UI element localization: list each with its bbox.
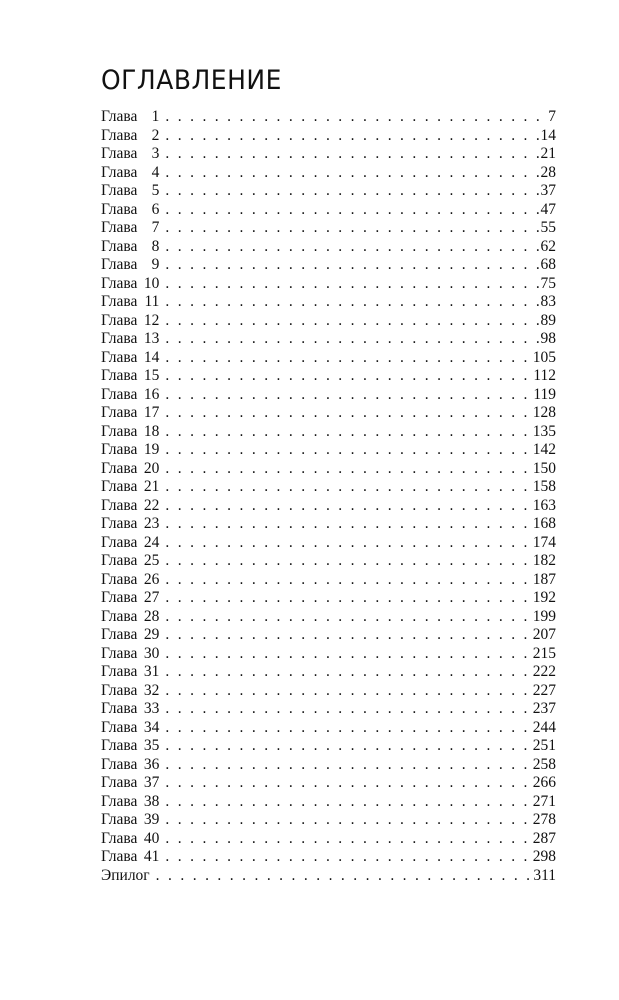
dot-leader — [165, 145, 538, 164]
toc-entry-page-number: 7 — [548, 108, 556, 125]
dot-leader — [165, 127, 538, 146]
toc-entry-number: 22 — [143, 496, 160, 514]
toc-entry-page-number: 105 — [532, 348, 556, 366]
toc-entry-label — [101, 441, 159, 460]
dot-leader — [165, 534, 530, 553]
toc-entry[interactable] — [101, 756, 556, 775]
toc-entry-number: 32 — [143, 681, 160, 699]
dot-leader — [165, 608, 530, 627]
toc-list — [101, 108, 556, 885]
toc-entry-number: 37 — [143, 774, 160, 791]
toc-entry-label — [101, 256, 159, 275]
toc-entry-label — [101, 645, 159, 664]
dot-leader — [165, 756, 530, 775]
toc-entry-word: Глава — [101, 200, 138, 218]
toc-entry-label — [101, 423, 159, 442]
toc-entry-word: Глава — [101, 459, 138, 477]
dot-leader — [165, 700, 530, 719]
toc-entry-word: Глава — [101, 422, 138, 440]
toc-entry[interactable] — [101, 774, 556, 793]
toc-entry-word: Глава — [101, 404, 138, 421]
toc-entry-page-number: 47 — [540, 200, 556, 218]
dot-leader — [165, 182, 538, 201]
toc-entry-number: 39 — [143, 811, 160, 828]
toc-entry[interactable] — [101, 700, 556, 719]
toc-entry-label — [101, 867, 150, 886]
toc-entry-word: Глава — [101, 478, 138, 495]
toc-entry-label — [101, 275, 159, 294]
dot-leader — [165, 293, 538, 312]
toc-entry-number: 17 — [143, 404, 160, 421]
dot-leader — [165, 367, 531, 386]
toc-entry[interactable] — [101, 515, 556, 534]
toc-entry-label — [101, 330, 159, 349]
toc-entry-page-number: 199 — [532, 607, 556, 625]
dot-leader — [165, 830, 530, 849]
toc-entry-page-number: 150 — [532, 459, 556, 477]
toc-entry-page-number: 83 — [540, 293, 556, 310]
toc-entry[interactable] — [101, 219, 556, 238]
toc-entry-label — [101, 571, 159, 590]
toc-entry[interactable] — [101, 460, 556, 479]
toc-entry-word: Глава — [101, 792, 138, 810]
toc-entry-word: Глава — [101, 589, 138, 606]
toc-entry-label — [101, 497, 159, 516]
dot-leader — [165, 626, 530, 645]
toc-entry-label — [101, 108, 159, 127]
dot-leader — [165, 811, 530, 830]
toc-entry[interactable] — [101, 793, 556, 812]
toc-entry-word: Глава — [101, 848, 138, 865]
toc-entry-number: 23 — [143, 515, 160, 532]
toc-entry-word: Глава — [101, 367, 138, 384]
toc-entry-number: 28 — [143, 607, 160, 625]
dot-leader — [165, 441, 530, 460]
toc-entry-page-number: 227 — [532, 681, 556, 699]
toc-entry[interactable] — [101, 182, 556, 201]
toc-entry-label — [101, 293, 159, 312]
toc-entry-word: Глава — [101, 570, 138, 588]
toc-entry-word: Глава — [101, 644, 138, 662]
toc-entry-number: 27 — [143, 589, 160, 606]
toc-entry[interactable] — [101, 497, 556, 516]
toc-entry-word: Глава — [101, 274, 138, 292]
toc-entry-label — [101, 700, 159, 719]
toc-entry-number: 9 — [151, 256, 160, 273]
toc-entry-page-number: 174 — [532, 533, 556, 551]
toc-entry-number: 16 — [143, 385, 160, 403]
toc-entry-number: 6 — [151, 200, 160, 218]
toc-title: ОГЛАВЛЕНИЕ — [101, 64, 282, 96]
dot-leader — [165, 848, 530, 867]
toc-entry-number: 14 — [143, 348, 160, 366]
toc-entry-number: 36 — [143, 755, 160, 773]
toc-entry-page-number: 55 — [540, 219, 556, 236]
toc-entry[interactable] — [101, 367, 556, 386]
toc-entry-page-number: 68 — [540, 256, 556, 273]
toc-entry[interactable] — [101, 589, 556, 608]
toc-entry-word: Глава — [101, 515, 138, 532]
toc-entry-number: 4 — [151, 163, 160, 181]
toc-entry[interactable] — [101, 349, 556, 368]
toc-entry-word: Глава — [101, 348, 138, 366]
toc-entry-page-number: 187 — [532, 570, 556, 588]
toc-entry-page-number: 222 — [532, 663, 556, 680]
toc-entry[interactable] — [101, 293, 556, 312]
toc-entry-word: Глава — [101, 811, 138, 828]
toc-entry-label — [101, 774, 159, 793]
toc-entry-label — [101, 626, 159, 645]
toc-entry-number: 30 — [143, 644, 160, 662]
toc-entry-number: 8 — [151, 237, 160, 255]
toc-entry-label — [101, 756, 159, 775]
dot-leader — [165, 774, 530, 793]
toc-entry[interactable] — [101, 478, 556, 497]
toc-entry-number: 19 — [143, 441, 160, 458]
toc-entry-label — [101, 219, 159, 238]
toc-entry-label — [101, 682, 159, 701]
dot-leader — [165, 256, 538, 275]
toc-entry[interactable] — [101, 571, 556, 590]
toc-entry-number: 35 — [143, 737, 160, 754]
toc-entry-number: 7 — [151, 219, 160, 236]
toc-entry[interactable] — [101, 330, 556, 349]
dot-leader — [165, 571, 530, 590]
toc-entry-word: Глава — [101, 626, 138, 643]
toc-entry[interactable] — [101, 423, 556, 442]
dot-leader — [165, 386, 531, 405]
toc-entry-page-number: 89 — [540, 311, 556, 329]
toc-entry-page-number: 287 — [532, 829, 556, 847]
dot-leader — [165, 330, 538, 349]
toc-entry-word: Глава — [101, 385, 138, 403]
toc-entry[interactable] — [101, 108, 556, 127]
dot-leader — [156, 867, 532, 886]
dot-leader — [165, 663, 530, 682]
toc-entry-number: 13 — [143, 330, 160, 347]
toc-entry[interactable] — [101, 682, 556, 701]
toc-entry-label — [101, 367, 159, 386]
dot-leader — [165, 219, 538, 238]
toc-entry-page-number: 207 — [532, 626, 556, 643]
toc-entry[interactable] — [101, 737, 556, 756]
toc-entry-page-number: 142 — [532, 441, 556, 458]
toc-entry[interactable] — [101, 719, 556, 738]
toc-entry-page-number: 163 — [532, 496, 556, 514]
toc-entry-number: 38 — [143, 792, 160, 810]
toc-entry-word: Глава — [101, 126, 138, 144]
toc-entry-label — [101, 663, 159, 682]
toc-entry[interactable] — [101, 238, 556, 257]
toc-entry-label — [101, 719, 159, 738]
toc-entry-word: Глава — [101, 552, 138, 569]
toc-entry-number: 29 — [143, 626, 160, 643]
dot-leader — [165, 645, 530, 664]
toc-entry-word: Глава — [101, 607, 138, 625]
dot-leader — [165, 164, 538, 183]
toc-entry-page-number: 112 — [533, 367, 556, 384]
toc-entry-label — [101, 552, 159, 571]
toc-entry-label — [101, 830, 159, 849]
toc-entry-word: Глава — [101, 145, 138, 162]
toc-entry[interactable] — [101, 164, 556, 183]
toc-entry-number: 24 — [143, 533, 160, 551]
toc-entry-label — [101, 164, 159, 183]
toc-entry-label — [101, 145, 159, 164]
toc-entry-label — [101, 811, 159, 830]
toc-entry[interactable] — [101, 608, 556, 627]
toc-entry-label — [101, 737, 159, 756]
toc-entry-word: Глава — [101, 441, 138, 458]
toc-entry-label — [101, 848, 159, 867]
toc-entry-page-number: 98 — [540, 330, 556, 347]
toc-entry-page-number: 192 — [532, 589, 556, 606]
dot-leader — [165, 404, 530, 423]
dot-leader — [165, 737, 530, 756]
toc-entry-word: Глава — [101, 829, 138, 847]
dot-leader — [165, 719, 530, 738]
toc-entry-label — [101, 793, 159, 812]
toc-entry-label — [101, 534, 159, 553]
toc-entry-page-number: 244 — [532, 718, 556, 736]
toc-entry-word: Глава — [101, 755, 138, 773]
toc-entry-page-number: 119 — [533, 385, 556, 403]
toc-entry-number: 3 — [151, 145, 160, 162]
toc-entry-page-number: 62 — [540, 237, 556, 255]
toc-entry[interactable] — [101, 256, 556, 275]
toc-entry-page-number: 182 — [532, 552, 556, 569]
toc-entry-page-number: 37 — [540, 182, 556, 199]
toc-entry-page-number: 158 — [532, 478, 556, 495]
dot-leader — [165, 793, 530, 812]
dot-leader — [165, 238, 538, 257]
toc-entry-page-number: 21 — [540, 145, 556, 162]
toc-entry-word: Глава — [101, 293, 138, 310]
toc-entry-label — [101, 460, 159, 479]
toc-entry[interactable] — [101, 534, 556, 553]
toc-entry-word: Глава — [101, 256, 138, 273]
toc-entry-word: Глава — [101, 163, 138, 181]
toc-entry[interactable] — [101, 404, 556, 423]
dot-leader — [165, 682, 530, 701]
toc-entry-number: 26 — [143, 570, 160, 588]
toc-entry-word: Глава — [101, 533, 138, 551]
toc-entry-page-number: 135 — [532, 422, 556, 440]
toc-entry-number: 1 — [151, 108, 160, 125]
toc-entry-page-number: 298 — [532, 848, 556, 865]
dot-leader — [165, 552, 530, 571]
toc-entry-word: Глава — [101, 774, 138, 791]
dot-leader — [165, 108, 546, 127]
dot-leader — [165, 312, 538, 331]
toc-entry[interactable] — [101, 386, 556, 405]
toc-entry-label — [101, 404, 159, 423]
toc-entry-number: 2 — [151, 126, 160, 144]
toc-entry-label — [101, 386, 159, 405]
toc-entry[interactable] — [101, 848, 556, 867]
toc-entry-page-number: 266 — [532, 774, 556, 791]
toc-entry[interactable] — [101, 663, 556, 682]
toc-entry-word: Глава — [101, 700, 138, 717]
dot-leader — [165, 201, 538, 220]
toc-entry-word: Глава — [101, 496, 138, 514]
toc-entry-label — [101, 608, 159, 627]
toc-entry-label — [101, 182, 159, 201]
toc-entry-word: Глава — [101, 718, 138, 736]
toc-entry-page-number: 128 — [532, 404, 556, 421]
toc-entry-number: 18 — [143, 422, 160, 440]
toc-entry[interactable] — [101, 830, 556, 849]
toc-entry[interactable] — [101, 811, 556, 830]
toc-entry-label — [101, 589, 159, 608]
toc-entry-page-number: 14 — [540, 126, 556, 144]
toc-entry-word: Глава — [101, 311, 138, 329]
toc-entry-label — [101, 127, 159, 146]
toc-entry[interactable] — [101, 145, 556, 164]
toc-entry[interactable] — [101, 312, 556, 331]
dot-leader — [165, 497, 530, 516]
dot-leader — [165, 589, 530, 608]
toc-entry-word: Глава — [101, 737, 138, 754]
toc-entry[interactable] — [101, 275, 556, 294]
toc-entry[interactable] — [101, 201, 556, 220]
toc-entry-number: 15 — [143, 367, 160, 384]
toc-entry-page-number: 28 — [540, 163, 556, 181]
toc-entry-word: Глава — [101, 681, 138, 699]
toc-entry-number: 31 — [143, 663, 160, 680]
toc-entry-number: 12 — [143, 311, 160, 329]
toc-entry-page-number: 237 — [532, 700, 556, 717]
dot-leader — [165, 275, 538, 294]
dot-leader — [165, 349, 530, 368]
toc-entry-number: 34 — [143, 718, 160, 736]
dot-leader — [165, 460, 530, 479]
toc-entry-word: Эпилог — [101, 866, 150, 884]
toc-entry-number: 10 — [143, 274, 160, 292]
toc-entry-number: 41 — [143, 848, 160, 865]
toc-entry-word: Глава — [101, 663, 138, 680]
toc-entry[interactable] — [101, 626, 556, 645]
toc-entry-label — [101, 201, 159, 220]
toc-entry-number: 21 — [143, 478, 160, 495]
toc-entry-page-number: 278 — [532, 811, 556, 828]
toc-entry-word: Глава — [101, 182, 138, 199]
toc-entry-page-number: 75 — [540, 274, 556, 292]
toc-entry-page-number: 215 — [532, 644, 556, 662]
toc-entry-page-number: 271 — [532, 792, 556, 810]
toc-entry[interactable] — [101, 127, 556, 146]
toc-entry-label — [101, 478, 159, 497]
toc-entry[interactable] — [101, 867, 556, 886]
toc-entry-page-number: 311 — [533, 866, 556, 884]
dot-leader — [165, 478, 530, 497]
toc-entry[interactable] — [101, 645, 556, 664]
toc-entry-word: Глава — [101, 108, 138, 125]
dot-leader — [165, 423, 530, 442]
toc-entry-page-number: 168 — [532, 515, 556, 532]
toc-entry-number: 11 — [144, 293, 160, 310]
toc-entry-number: 33 — [143, 700, 160, 717]
toc-entry-number: 20 — [143, 459, 160, 477]
toc-entry[interactable] — [101, 552, 556, 571]
toc-entry-page-number: 258 — [532, 755, 556, 773]
toc-entry-word: Глава — [101, 330, 138, 347]
toc-entry-word: Глава — [101, 219, 138, 236]
toc-entry-number: 5 — [151, 182, 160, 199]
toc-entry-number: 25 — [143, 552, 160, 569]
toc-entry-label — [101, 515, 159, 534]
toc-entry-word: Глава — [101, 237, 138, 255]
toc-entry-label — [101, 312, 159, 331]
toc-entry-page-number: 251 — [532, 737, 556, 754]
toc-entry[interactable] — [101, 441, 556, 460]
toc-entry-label — [101, 349, 159, 368]
toc-entry-number: 40 — [143, 829, 160, 847]
toc-entry-label — [101, 238, 159, 257]
dot-leader — [165, 515, 530, 534]
